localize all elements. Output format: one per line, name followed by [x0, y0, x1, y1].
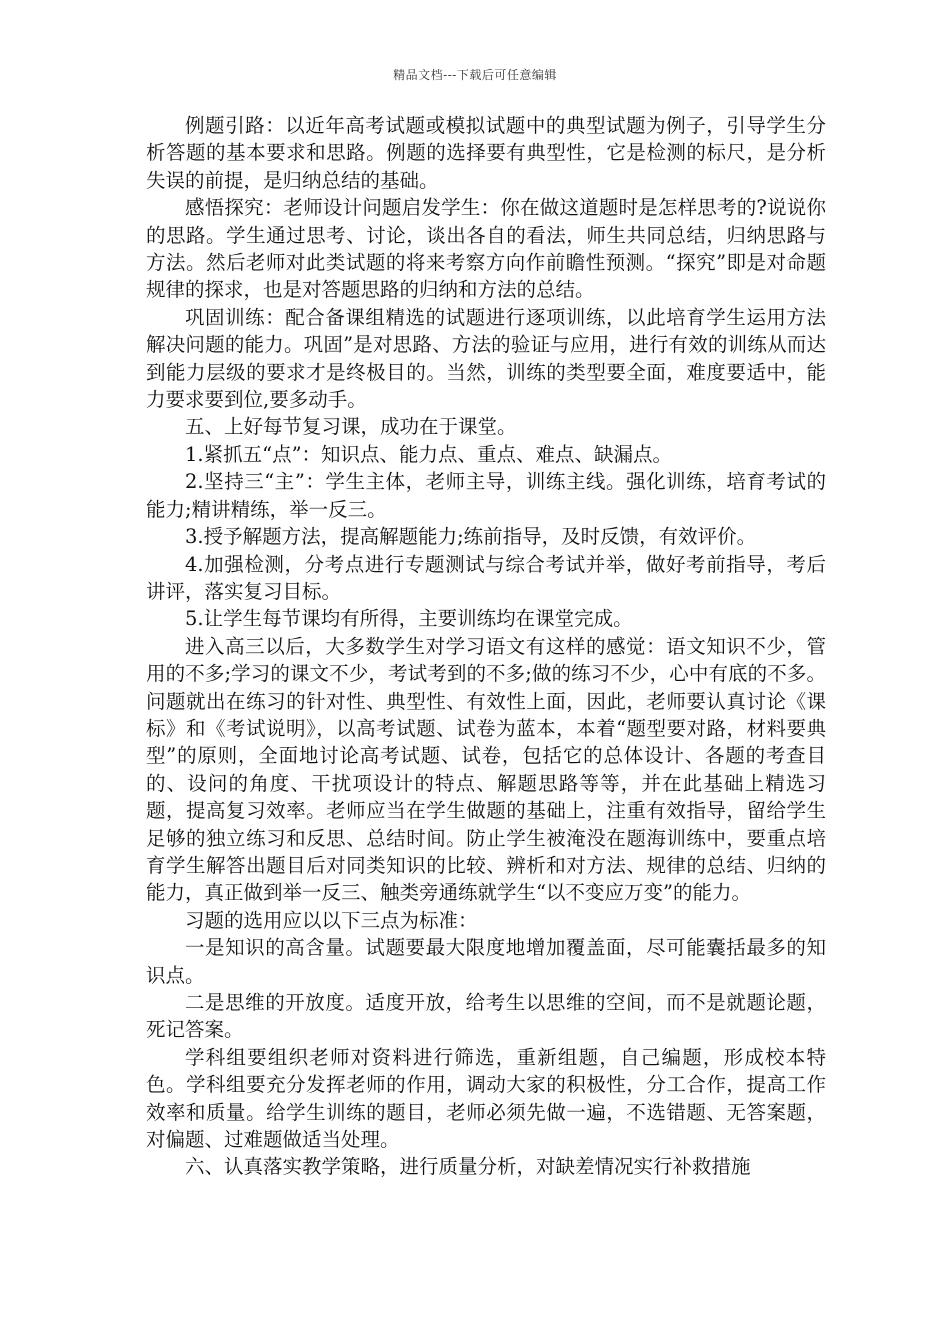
section-heading-six: 六、认真落实教学策略，进行质量分析，对缺差情况实行补救措施: [185, 1155, 751, 1179]
list-item-3: 3.授予解题方法，提高解题能力;练前指导，及时反馈，有效评价。: [185, 525, 757, 549]
paragraph-example-guidance: 例题引路：以近年高考试题或模拟试题中的典型试题为例子，引导学生分析答题的基本要求和思路。例题的选择要有典型性，它是检测的标尺，是分析失误的前提，是归纳总结的基础。: [146, 114, 826, 192]
section-heading-five: 五、上好每节复习课，成功在于课堂。: [185, 415, 517, 439]
paragraph-senior-three: 进入高三以后，大多数学生对学习语文有这样的感觉：语文知识不少，管用的不多;学习的课文不少，考试考到的不多;做的练习不少，心中有底的不多。问题就出在练习的针对性、典型性、有效性上面，因此，老师要认真讨论《课标》和《考试说明》，以高考试题、试卷为蓝本，本着“题型要对路，材料要典型”的原则，全面地讨论高考试题、试卷，包括它的总体设计、各题的考查目的、设问的角度、干扰项设计的特点、解题思路等等，并在此基础上精选习题，提高复习效率。老师应当在学生做题的基础上，注重有效指导，留给学生足够的独立练习和反思、总结时间。防止学生被淹没在题海训练中，要重点培育学生解答出题目后对同类知识的比较、辨析和对方法、规律的总结、归纳的能力，真正做到举一反三、触类旁通练就学生“以不变应万变”的能力。: [146, 634, 826, 905]
list-item-2: 2.坚持三“主”：学生主体，老师主导，训练主线。强化训练，培育考试的能力;精讲精练，举一反三。: [146, 470, 826, 521]
criterion-openness: 二是思维的开放度。适度开放，给考生以思维的空间，而不是就题论题，死记答案。: [146, 991, 826, 1042]
page-header: 精品文档---下载后可任意编辑: [393, 68, 557, 82]
document-body: [146, 112, 826, 1181]
list-item-1: 1.紧抓五“点”：知识点、能力点、重点、难点、缺漏点。: [185, 442, 673, 466]
paragraph-inquiry: 感悟探究：老师设计问题启发学生：你在做这道题时是怎样思考的?说说你的思路。学生通过思考、讨论，谈出各自的看法，师生共同总结，归纳思路与方法。然后老师对此类试题的将来考察方向作前瞻性预测。“探究”即是对命题规律的探求，也是对答题思路的归纳和方法的总结。: [146, 196, 826, 302]
paragraph-subject-group: 学科组要组织老师对资料进行筛选，重新组题，自己编题，形成校本特色。学科组要充分发挥老师的作用，调动大家的积极性，分工合作，提高工作效率和质量。给学生训练的题目，老师必须先做一遍，不选错题、无答案题，对偏题、过难题做适当处理。: [146, 1045, 826, 1152]
paragraph-selection-criteria: 习题的选用应以以下三点为标准：: [185, 908, 478, 932]
list-item-5: 5.让学生每节课均有所得，主要训练均在课堂完成。: [185, 607, 633, 631]
criterion-knowledge: 一是知识的高含量。试题要最大限度地增加覆盖面，尽可能囊括最多的知识点。: [146, 936, 826, 987]
list-item-4: 4.加强检测，分考点进行专题测试与综合考试并举，做好考前指导，考后讲评，落实复习目标。: [146, 552, 826, 603]
paragraph-consolidation: 巩固训练：配合备课组精选的试题进行逐项训练，以此培育学生运用方法解决问题的能力。巩固”是对思路、方法的验证与应用，进行有效的训练从而达到能力层级的要求才是终极目的。当然，训练的类型要全面，难度要适中，能力要求要到位,要多动手。: [146, 305, 826, 412]
